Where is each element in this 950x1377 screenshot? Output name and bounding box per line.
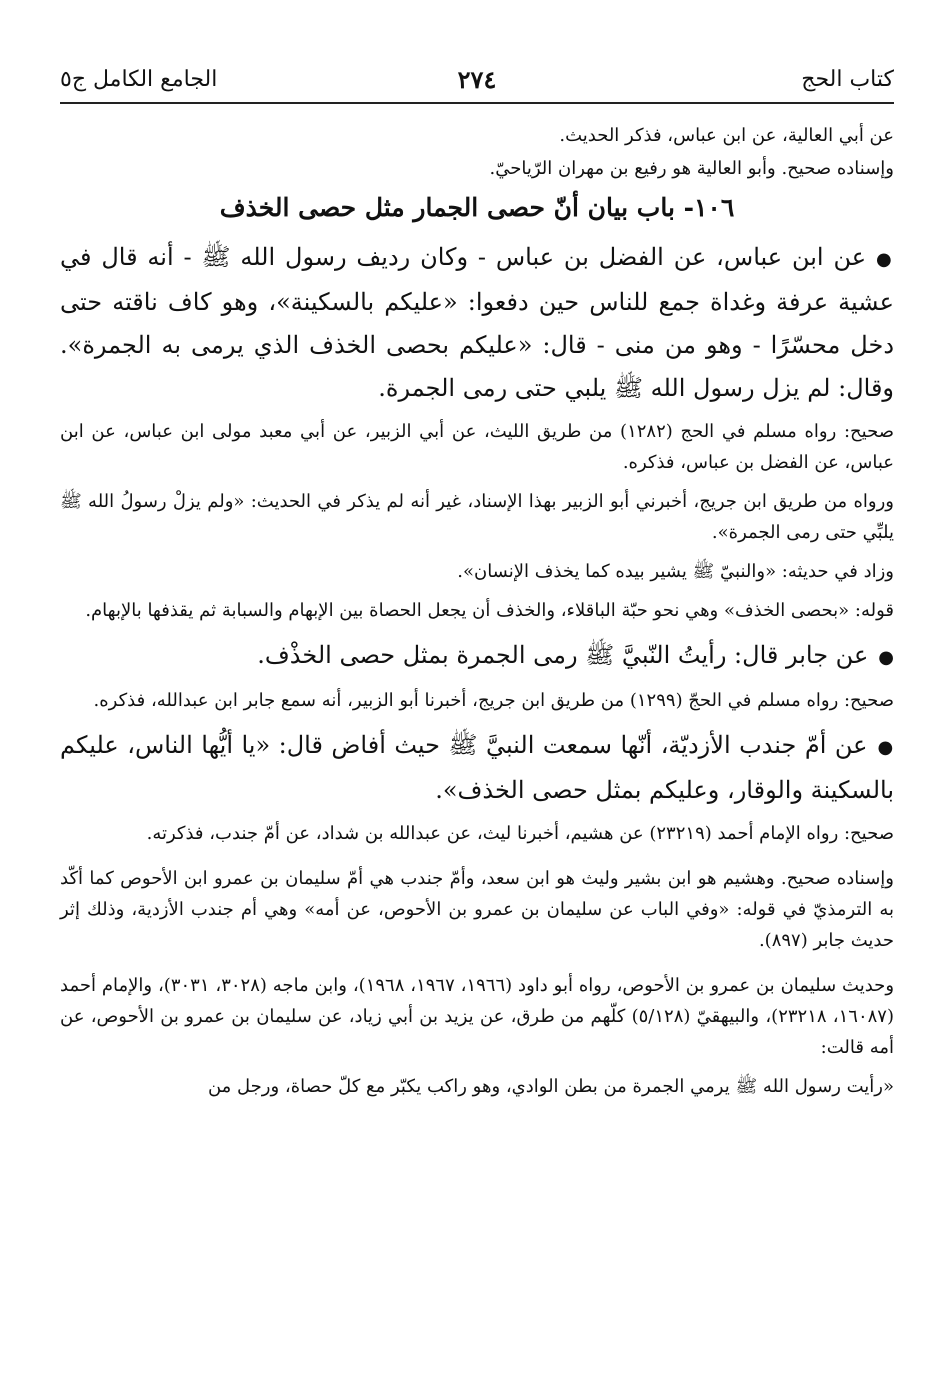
volume-title: الجامع الكامل ج٥ bbox=[60, 67, 218, 92]
bullet-icon: ● bbox=[878, 647, 894, 668]
takhrij-note: صحيح: رواه الإمام أحمد (٢٣٢١٩) عن هشيم، أخبرنا ليث، عن عبدالله بن شداد، عن أمّ جندب، فذكرته. bbox=[146, 823, 894, 844]
hadith-text bbox=[60, 236, 894, 410]
hadith-body: عن جابر قال: رأيتُ النّبيَّ ﷺ رمى الجمرة بمثل حصى الخذْف. bbox=[257, 641, 869, 669]
hadith-body: عن ابن عباس، عن الفضل بن عباس - وكان رديف رسول الله ﷺ - أنه قال في عشية عرفة وغداة جمع للناس حين دفعوا: «عليكم بالسكينة»، وهو كاف ناقته حتى دخل محسّرًا - وهو من منى - قال: «عليكم بحصى الخذف الذي يرمى به الجمرة». وقال: لم يزل رسول الله ﷺ يلبي حتى رمى الجمرة. bbox=[60, 243, 894, 402]
takhrij-note: صحيح: رواه مسلم في الحجّ (١٢٩٩) من طريق ابن جريج، أخبرنا أبو الزبير، أنه سمع جابر ابن عبدالله، فذكره. bbox=[93, 690, 894, 711]
chapter-title: ١٠٦- باب بيان أنّ حصى الجمار مثل حصى الخذف bbox=[219, 193, 735, 222]
hadith-text bbox=[60, 724, 894, 812]
takhrij-note: صحيح: رواه مسلم في الحج (١٢٨٢) من طريق الليث، عن أبي الزبير، عن أبي معبد مولى ابن عباس، عن ابن عباس، عن الفضل بن عباس، فذكره. bbox=[60, 421, 895, 473]
bullet-icon: ● bbox=[877, 737, 894, 758]
takhrij-note: وزاد في حديثه: «والنبيّ ﷺ يشير بيده كما يخذف الإنسان». bbox=[457, 561, 894, 582]
takhrij-note: ورواه من طريق ابن جريج، أخبرني أبو الزبير بهذا الإسناد، غير أنه لم يذكر في الحديث: «ولم يزلْ رسولُ الله ﷺ يلبِّي حتى رمى الجمرة». bbox=[60, 491, 894, 543]
paragraph: وإسناده صحيح. وأبو العالية هو رفيع بن مهران الرّياحيّ. bbox=[489, 158, 894, 179]
takhrij-note: «رأيت رسول الله ﷺ يرمي الجمرة من بطن الوادي، وهو راكب يكبّر مع كلّ حصاة، ورجل من bbox=[207, 1076, 894, 1097]
page-header bbox=[60, 58, 894, 104]
takhrij-note: وحديث سليمان بن عمرو بن الأحوص، رواه أبو داود (١٩٦٦، ١٩٦٧، ١٩٦٨)، وابن ماجه (٣٠٢٨، ٣٠٣١)، والإمام أحمد (١٦٠٨٧، ٢٣٢١٨)، والبيهقيّ (٥/١٢٨) كلّهم من طرق، عن يزيد بن أبي زياد، عن سليمان بن عمرو بن الأحوص، عن أمه قالت: bbox=[60, 975, 895, 1058]
hadith-body: عن أمّ جندب الأزديّة، أنّها سمعت النبيَّ ﷺ حيث أفاض قال: «يا أيُّها الناس، عليكم بالسكينة والوقار، وعليكم بمثل حصى الخذف». bbox=[60, 731, 894, 804]
page-number: ٢٧٤ bbox=[457, 65, 497, 94]
paragraph: عن أبي العالية، عن ابن عباس، فذكر الحديث. bbox=[559, 125, 894, 146]
takhrij-note: وإسناده صحيح. وهشيم هو ابن بشير وليث هو ابن سعد، وأمّ جندب هي أمّ سليمان بن عمرو ابن الأحوص كما أكّد به الترمذيّ في قوله: «وفي الباب عن سليمان بن عمرو بن الأحوص، عن أمه» وهي أم جندب الأزدية، وذلك إثر حديث جابر (٨٩٧). bbox=[60, 868, 894, 951]
hadith-text bbox=[60, 634, 894, 679]
bullet-icon: ● bbox=[876, 249, 894, 270]
page-body bbox=[60, 120, 894, 1110]
takhrij-note: قوله: «بحصى الخذف» وهي نحو حبّة الباقلاء، والخذف أن يجعل الحصاة بين الإبهام والسبابة ثم يقذفها بالإبهام. bbox=[85, 600, 894, 621]
book-title: كتاب الحج bbox=[801, 67, 894, 92]
